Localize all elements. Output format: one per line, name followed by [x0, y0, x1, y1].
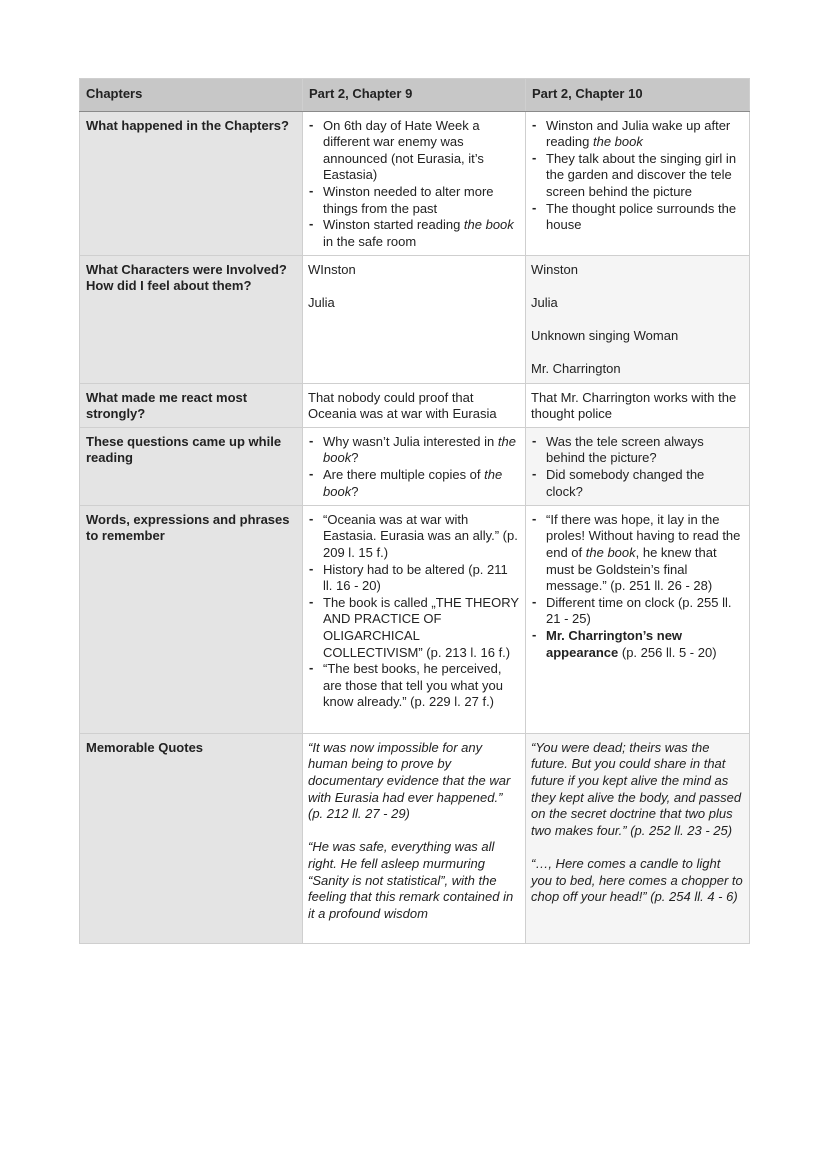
cell-ch10 — [526, 255, 750, 383]
cell-ch10 — [526, 733, 750, 943]
cell-ch9 — [303, 427, 526, 505]
row-label: Words, expressions and phrases to remember — [80, 505, 303, 733]
quote: “It was now impossible for any human being to prove by documentary evidence that the war with Eurasia had ever happened.” (p. 212 ll. 27 - 29) — [308, 739, 511, 822]
list-item: - “If there was hope, it lay in the proles! Without having to read the end of the book, he knew that must be Goldstein’s final message.” (p. 251 ll. 26 - 28) — [546, 512, 744, 595]
row-label: These questions came up while reading — [80, 427, 303, 505]
row-words — [80, 505, 750, 733]
quote: “…, Here comes a candle to light you to bed, here comes a chopper to chop off your head!” (p. 254 ll. 4 - 6) — [531, 855, 743, 905]
cell-ch9 — [303, 111, 526, 255]
list-item: - On 6th day of Hate Week a different war enemy was announced (not Eurasia, it’s Eastasia) — [323, 118, 520, 184]
character-name: Unknown singing Woman — [531, 327, 679, 343]
character-name: WInston — [308, 261, 356, 277]
list-item: - Winston started reading the book in the safe room — [323, 217, 520, 250]
header-chapters: Chapters — [80, 79, 303, 112]
list-item: - Did somebody changed the clock? — [546, 467, 744, 500]
list-item: - “Oceania was at war with Eastasia. Eurasia was an ally.” (p. 209 l. 15 f.) — [323, 512, 520, 562]
list-item: - “The best books, he perceived, are those that tell you what you know already.” (p. 229 l. 27 f.) — [323, 661, 520, 711]
cell-ch10 — [526, 427, 750, 505]
cell-ch9 — [303, 733, 526, 943]
row-quotes — [80, 733, 750, 943]
quote: “You were dead; theirs was the future. But you could share in that future if you kept alive the mind as they kept alive the body, and passed on the secret doctrine that two plus two makes four.” (p. 252 ll. 23 - 25) — [531, 739, 742, 838]
row-characters — [80, 255, 750, 383]
cell-ch10 — [526, 111, 750, 255]
list-item: - Winston needed to alter more things from the past — [323, 184, 520, 217]
reading-log-table — [79, 78, 750, 944]
character-name: Julia — [308, 294, 335, 310]
list-item: - Was the tele screen always behind the picture? — [546, 434, 744, 467]
list-item: - History had to be altered (p. 211 ll. 16 - 20) — [323, 562, 520, 595]
list-item: - Are there multiple copies of the book? — [323, 467, 520, 500]
character-name: Julia — [531, 294, 558, 310]
list-item: - The thought police surrounds the house — [546, 201, 744, 234]
list-item: - Winston and Julia wake up after reading the book — [546, 118, 744, 151]
header-chapter-9: Part 2, Chapter 9 — [303, 79, 526, 112]
cell-ch9 — [303, 255, 526, 383]
header-row — [80, 79, 750, 112]
cell-ch9: That nobody could proof that Oceania was at war with Eurasia — [303, 383, 526, 427]
row-what-happened — [80, 111, 750, 255]
list-item: - They talk about the singing girl in the garden and discover the tele screen behind the picture — [546, 151, 744, 201]
header-chapter-10: Part 2, Chapter 10 — [526, 79, 750, 112]
row-label: Memorable Quotes — [80, 733, 303, 943]
row-label: What happened in the Chapters? — [80, 111, 303, 255]
cell-ch9 — [303, 505, 526, 733]
list-item: - The book is called „THE THEORY AND PRACTICE OF OLIGARCHICAL COLLECTIVISM” (p. 213 l. 16 f.) — [323, 595, 520, 661]
cell-ch10 — [526, 505, 750, 733]
row-label: What Characters were Involved? How did I feel about them? — [80, 255, 303, 383]
row-react — [80, 383, 750, 427]
character-name: Winston — [531, 261, 578, 277]
cell-ch10: That Mr. Charrington works with the thought police — [526, 383, 750, 427]
row-questions — [80, 427, 750, 505]
list-item: - Different time on clock (p. 255 ll. 21 - 25) — [546, 595, 744, 628]
quote: “He was safe, everything was all right. He fell asleep murmuring “Sanity is not statistical”, with the feeling that this remark contained in it a profound wisdom — [308, 839, 514, 921]
character-name: Mr. Charrington — [531, 361, 621, 377]
row-label: What made me react most strongly? — [80, 383, 303, 427]
list-item: - Mr. Charrington’s new appearance (p. 256 ll. 5 - 20) — [546, 628, 744, 661]
list-item: - Why wasn’t Julia interested in the book? — [323, 434, 520, 467]
